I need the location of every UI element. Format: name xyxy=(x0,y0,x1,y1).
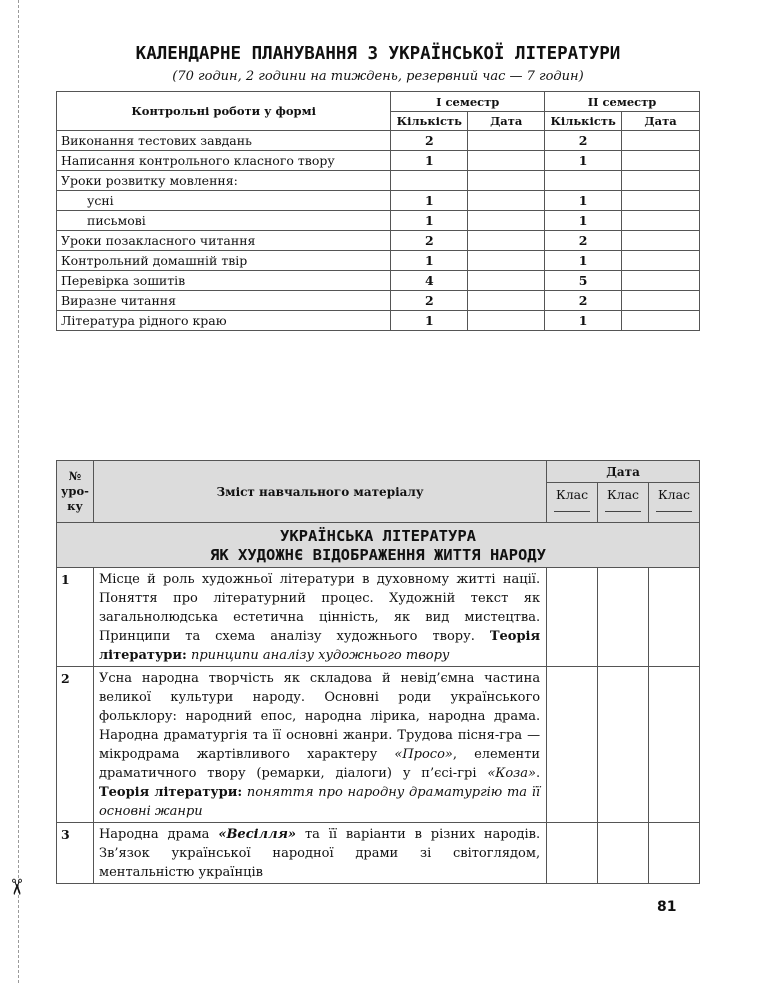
sem2-qty: 1 xyxy=(545,191,622,211)
content-header: Зміст навчального матеріалу xyxy=(93,461,546,523)
table-row xyxy=(57,171,700,191)
sem1-qty: 1 xyxy=(391,251,468,271)
control-header-label: Контрольні роботи у формі xyxy=(57,92,391,131)
qty-header: Кількість xyxy=(391,112,468,131)
table-row xyxy=(57,131,700,151)
lesson-number: 3 xyxy=(57,823,94,884)
class-column-header xyxy=(547,483,598,523)
sem2-qty: 2 xyxy=(545,131,622,151)
row-label: Контрольний домашній твір xyxy=(57,251,391,271)
sem2-qty: 1 xyxy=(545,211,622,231)
page-title: КАЛЕНДАРНЕ ПЛАНУВАННЯ З УКРАЇНСЬКОЇ ЛІТЕРАТУРИ xyxy=(135,44,621,64)
scissors-icon: ✂ xyxy=(3,877,29,897)
row-label: письмові xyxy=(57,211,391,231)
date-header: Дата xyxy=(547,461,700,483)
date-header: Дата xyxy=(622,112,700,131)
table-row xyxy=(57,311,700,331)
lessons-table xyxy=(56,460,700,884)
lesson-content xyxy=(93,568,546,667)
section-header-row xyxy=(57,523,700,568)
row-label: Написання контрольного класного твору xyxy=(57,151,391,171)
table-row xyxy=(57,231,700,251)
work-title: «Просо» xyxy=(394,747,453,762)
table-row xyxy=(57,151,700,171)
table-row xyxy=(57,568,700,667)
sem1-qty: 4 xyxy=(391,271,468,291)
date-header: Дата xyxy=(468,112,545,131)
lesson-text: Народна драма xyxy=(98,827,210,842)
theory-label: Теорія літератури: xyxy=(98,629,541,663)
sem2-qty: 1 xyxy=(545,311,622,331)
class-column-header xyxy=(598,483,649,523)
sem1-qty: 2 xyxy=(391,231,468,251)
section-title-l2: ЯК ХУДОЖНЄ ВІДОБРАЖЕННЯ ЖИТТЯ НАРОДУ xyxy=(210,546,546,564)
class-label: Клас xyxy=(606,487,640,502)
table-row xyxy=(57,823,700,884)
sem1-qty: 2 xyxy=(391,291,468,311)
table-row xyxy=(57,191,700,211)
class-column-header xyxy=(649,483,700,523)
sem1-qty: 1 xyxy=(391,211,468,231)
table-row xyxy=(57,251,700,271)
class-underline xyxy=(656,511,692,512)
sem2-qty: 2 xyxy=(545,231,622,251)
work-title: «Коза» xyxy=(487,766,536,781)
class-underline xyxy=(605,511,641,512)
lesson-content: Усна народна творчість як складова й невід’ємна частина великої культури народу. Основні роди українського фольклору: народний епос, народна лірика, народна драма. Народна драматургія та її основні жанри. Трудова пісня-гра — мікродрама жартівливого характеру «Просо», елементи драматичного твору (ремарки, діалоги) у п’єсі-грі «Коза». Теорія літератури: поняття про народну драматургію та її основні жанри xyxy=(93,667,546,823)
lesson-number: 2 xyxy=(57,667,94,823)
lesson-text: Місце й роль художньої літератури в духовному житті нації. Поняття про літературний процес. Художній текст як загальнолюдська естетична цінність, як вид мистецтва. Принципи та схема аналізу художнього твору. xyxy=(98,572,541,644)
lesson-text: Усна народна творчість як складова й невід’ємна частина великої культури народу. Основні роди українського фольклору: народний епос, народна лірика, народна драма. Народна драматургія та її основні жанри. Трудова пісня-гра — мікродрама жартівливого характеру xyxy=(98,671,541,762)
theory-text: принципи аналізу художнього твору xyxy=(190,648,450,663)
sem1-qty: 1 xyxy=(391,191,468,211)
work-title: «Весілля» xyxy=(218,827,297,842)
lesson-text: , елементи драматичного твору (ремарки, діалоги) у п’єсі-грі xyxy=(98,747,541,781)
sem1-qty: 1 xyxy=(391,151,468,171)
row-label: Уроки позакласного читання xyxy=(57,231,391,251)
row-label: Виконання тестових завдань xyxy=(57,131,391,151)
row-label: Уроки розвитку мовлення: xyxy=(57,171,391,191)
sem2-qty: 1 xyxy=(545,251,622,271)
lesson-number-header xyxy=(57,461,94,523)
table-row xyxy=(57,667,700,823)
class-underline xyxy=(554,511,590,512)
page-number: 81 xyxy=(657,899,677,915)
lesson-number: 1 xyxy=(57,568,94,667)
semester-2-header: II семестр xyxy=(545,92,700,112)
row-label: Виразне читання xyxy=(57,291,391,311)
sem1-qty xyxy=(391,171,468,191)
theory-label: Теорія літератури: xyxy=(98,785,243,800)
lesson-content xyxy=(93,823,546,884)
class-label: Клас xyxy=(657,487,691,502)
theory-text: поняття про народну драматургію та її основні жанри xyxy=(98,785,541,819)
sem2-qty: 1 xyxy=(545,151,622,171)
page-subtitle: (70 годин, 2 години на тиждень, резервний час — 7 годин) xyxy=(172,69,584,84)
sem2-qty: 5 xyxy=(545,271,622,291)
sem2-qty: 2 xyxy=(545,291,622,311)
lesson-text: та її варіанти в різних народів. Зв’язок української народної драми зі світоглядом, ментальністю українців xyxy=(98,827,541,880)
sem2-qty xyxy=(545,171,622,191)
row-label: усні xyxy=(57,191,391,211)
semester-1-header: I семестр xyxy=(391,92,545,112)
row-label: Література рідного краю xyxy=(57,311,391,331)
class-label: Клас xyxy=(556,487,589,502)
sem1-qty: 2 xyxy=(391,131,468,151)
lesson-no-l2: уро- xyxy=(61,484,89,498)
table-row xyxy=(57,271,700,291)
section-title-l1: УКРАЇНСЬКА ЛІТЕРАТУРА xyxy=(280,527,476,545)
sem1-qty: 1 xyxy=(391,311,468,331)
lesson-no-l1: № xyxy=(68,469,82,483)
lesson-no-l3: ку xyxy=(67,499,83,513)
qty-header: Кількість xyxy=(545,112,622,131)
table-row xyxy=(57,211,700,231)
control-works-table xyxy=(56,91,700,331)
row-label: Перевірка зошитів xyxy=(57,271,391,291)
table-row xyxy=(57,291,700,311)
cut-line xyxy=(18,0,19,983)
